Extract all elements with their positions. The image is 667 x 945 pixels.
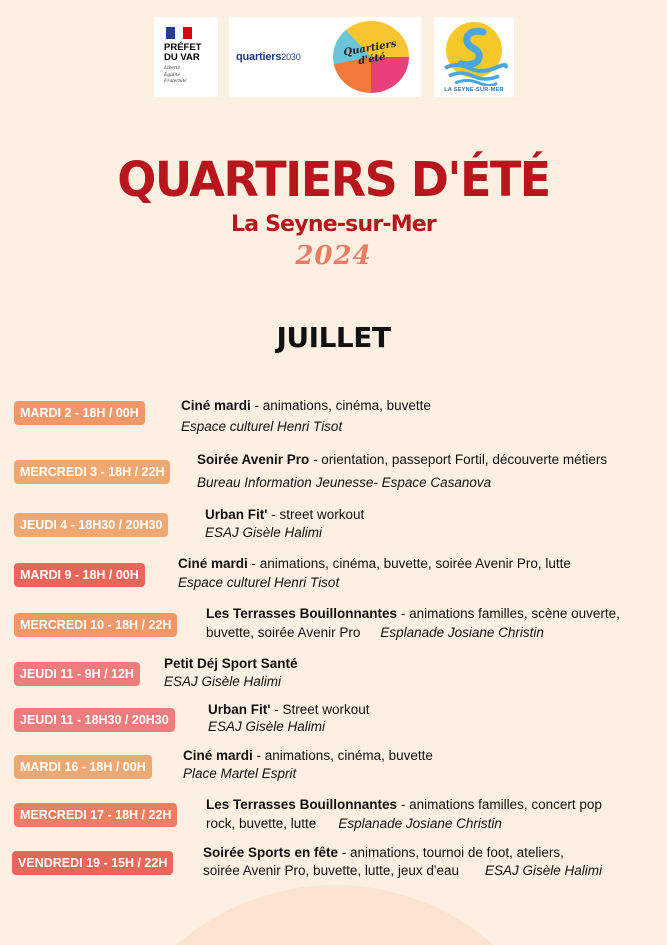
event-location: ESAJ Gisèle Halimi [205,525,323,540]
event-date-badge: MERCREDI 17 - 18H / 22H [14,803,177,827]
event-desc: - animations familles, concert pop [397,797,602,812]
event-title-line [205,507,364,522]
quartiers-2030-logo [229,17,421,97]
event-date-badge: MERCREDI 10 - 18H / 22H [14,613,177,637]
event-date-badge: JEUDI 11 - 18H30 / 20H30 [14,708,175,732]
event-name: Les Terrasses Bouillonnantes [206,797,398,812]
event-title-line [197,452,607,467]
event-desc: - animations, cinéma, buvette [252,748,433,763]
month-heading: JUILLET [276,321,391,354]
event-title-line [206,606,620,621]
event-location: ESAJ Gisèle Halimi [164,674,282,689]
la-seyne-sur-mer-logo [434,17,514,97]
prefet-du-var-logo [154,17,218,97]
event-name: Ciné mardi [183,748,253,763]
event-name: Soirée Sports en fête [203,845,339,860]
prefet-name: PRÉFET DU VAR [164,42,202,63]
seyne-label: LA SEYNE-SUR-MER [444,87,504,93]
prefet-motto: Liberté Égalité Fraternité [164,65,187,84]
event-date-badge: VENDREDI 19 - 15H / 22H [12,851,173,875]
event-desc: - street workout [267,507,365,522]
event-title-line [178,556,571,571]
event-desc: - Street workout [270,702,370,717]
event-desc-line2: buvette, soirée Avenir Pro Esplanade Josiane Christin [206,625,544,640]
seyne-sun-wave-icon [439,20,509,86]
event-desc: - animations, cinéma, buvette, soirée Avenir Pro, lutte [247,556,571,571]
event-date-badge: JEUDI 4 - 18H30 / 20H30 [14,513,168,537]
event-desc: - animations, tournoi de foot, ateliers, [338,845,564,860]
event-location: ESAJ Gisèle Halimi [485,863,603,878]
event-date-badge: MERCREDI 3 - 18H / 22H [14,460,170,484]
page-title: QUARTIERS D'ÉTÉ [117,150,550,208]
event-date-badge: MARDI 9 - 18H / 00H [14,563,145,587]
event-location: Espace culturel Henri Tisot [178,575,340,590]
event-location: Bureau Information Jeunesse- Espace Casanova [197,475,492,490]
event-name: Urban Fit' [208,702,271,717]
event-name: Les Terrasses Bouillonnantes [206,606,398,621]
event-desc: - animations, cinéma, buvette [250,398,431,413]
page-subtitle: La Seyne-sur-Mer [231,212,436,237]
event-title-line [206,797,602,812]
event-name: Ciné mardi [178,556,248,571]
event-desc-line2: rock, buvette, lutte Esplanade Josiane Christin [206,816,502,831]
event-title-line [203,845,564,860]
quartiers-ete-wordmark: Quartiers d'été [342,38,398,68]
year-label: 2024 [295,241,372,271]
event-location: Esplanade Josiane Christin [380,625,544,640]
event-name: Urban Fit' [205,507,268,522]
event-date-badge: MARDI 2 - 18H / 00H [14,401,145,425]
event-name: Petit Déj Sport Santé [164,656,298,671]
marianne-flag-icon [166,27,192,39]
event-location: ESAJ Gisèle Halimi [208,719,326,734]
event-name: Soirée Avenir Pro [197,452,310,467]
event-title-line [208,702,370,717]
event-location: Place Martel Esprit [183,766,297,781]
decorative-circle [95,885,575,945]
event-date-badge: MARDI 16 - 18H / 00H [14,755,152,779]
event-desc: - animations familles, scène ouverte, [397,606,620,621]
event-name: Ciné mardi [181,398,251,413]
quartiers-2030-wordmark: quartiers2030 [236,51,301,63]
event-desc: - orientation, passeport Fortil, découverte métiers [309,452,608,467]
event-title-line [183,748,433,763]
event-date-badge: JEUDI 11 - 9H / 12H [14,662,140,686]
event-desc-line2: soirée Avenir Pro, buvette, lutte, jeux d'eau ESAJ Gisèle Halimi [203,863,603,878]
event-title-line [181,398,431,413]
event-location: Esplanade Josiane Christin [338,816,502,831]
event-location: Espace culturel Henri Tisot [181,419,343,434]
event-title-line [164,656,298,671]
